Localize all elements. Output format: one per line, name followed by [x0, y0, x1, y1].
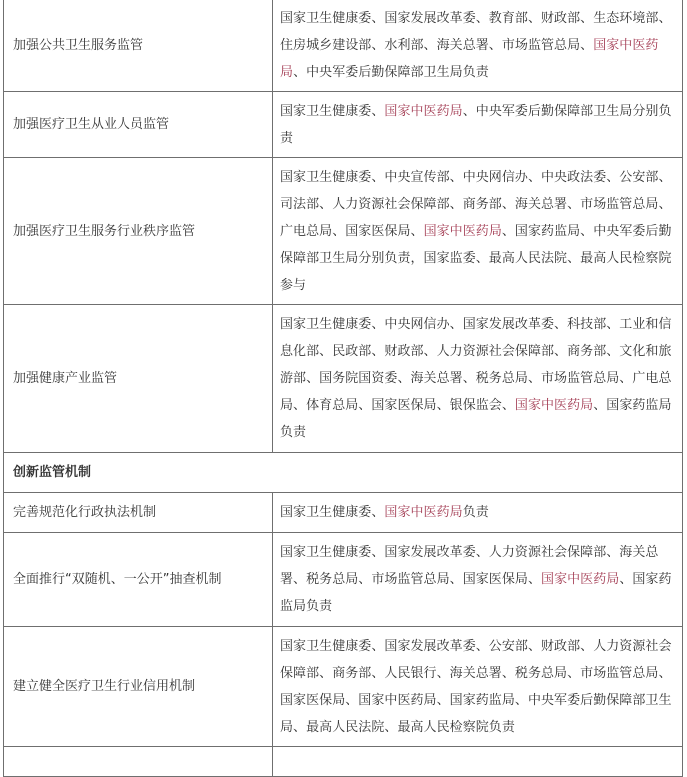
departments-text: 国家卫生健康委、国家发展改革委、公安部、财政部、人力资源社会保障部、商务部、人民银行、海关总署、税务总局、市场监管总局、国家医保局、国家中医药局、国家药监局、中央军委后勤保障部卫生局、最高人民法院、最高人民检察院负责 — [280, 638, 672, 735]
departments-text: 国家卫生健康委、国家发展改革委、教育部、财政部、生态环境部、住房城乡建设部、水利部、海关总署、市场监管总局、 — [280, 10, 672, 53]
task-cell — [4, 92, 273, 158]
table-row — [4, 92, 683, 158]
supervision-task-table — [3, 0, 683, 777]
departments-text: 、中央军委后勤保障部卫生局分别负责 — [280, 103, 672, 146]
responsible-departments-cell — [273, 533, 683, 627]
table-row-partial — [4, 747, 683, 777]
responsible-departments-cell — [273, 747, 683, 777]
tcm-administration-highlight: 国家中医药局 — [541, 572, 620, 587]
task-label: 全面推行“双随机、一公开”抽查机制 — [13, 572, 222, 587]
departments-text: 、国家药监局负责 — [280, 398, 672, 440]
responsible-departments-cell — [273, 493, 683, 533]
table-row — [4, 305, 683, 453]
departments-text: 负责 — [462, 505, 489, 520]
tcm-administration-highlight: 国家中医药局 — [384, 505, 463, 520]
departments-text: 国家卫生健康委、中央网信办、国家发展改革委、科技部、工业和信息化部、民政部、财政部、人力资源社会保障部、商务部、文化和旅游部、国务院国资委、海关总署、税务总局、市场监管总局、广电总局、体育总局、国家医保局、银保监会、 — [280, 317, 672, 413]
responsible-departments-cell — [273, 0, 683, 92]
departments-text: 、国家药监局负责 — [280, 572, 672, 614]
responsible-departments-cell — [273, 305, 683, 453]
table-row — [4, 627, 683, 747]
table-row — [4, 533, 683, 627]
task-cell — [4, 747, 273, 777]
task-label: 加强医疗卫生从业人员监管 — [13, 117, 170, 132]
task-label: 加强健康产业监管 — [13, 371, 118, 386]
task-cell — [4, 493, 273, 533]
departments-text: 国家卫生健康委、 — [280, 103, 385, 119]
table-row — [4, 0, 683, 92]
tcm-administration-highlight: 国家中医药局 — [423, 223, 502, 239]
task-label: 建立健全医疗卫生行业信用机制 — [13, 679, 196, 694]
table-row — [4, 493, 683, 533]
task-cell — [4, 158, 273, 305]
departments-text: 国家卫生健康委、国家发展改革委、人力资源社会保障部、海关总署、税务总局、市场监管总局、国家医保局、 — [280, 545, 659, 587]
section-heading: 创新监管机制 — [13, 465, 92, 480]
table-row — [4, 158, 683, 305]
tcm-administration-highlight: 国家中医药局 — [514, 398, 594, 413]
responsible-departments-cell — [273, 158, 683, 305]
task-cell — [4, 0, 273, 92]
task-label: 加强公共卫生服务监管 — [13, 37, 144, 53]
responsible-departments-cell — [273, 92, 683, 158]
departments-text: 、国家药监局、中央军委后勤保障部卫生局分别负责，国家监委、最高人民法院、最高人民检察院参与 — [280, 223, 672, 293]
section-heading-cell — [4, 453, 683, 493]
tcm-administration-highlight: 国家中医药局 — [384, 103, 463, 119]
section-row — [4, 453, 683, 493]
task-cell — [4, 627, 273, 747]
departments-text: 国家卫生健康委、中央宣传部、中央网信办、中央政法委、公安部、司法部、人力资源社会保障部、商务部、海关总署、市场监管总局、广电总局、国家医保局、 — [280, 169, 672, 239]
departments-text: 国家卫生健康委、 — [280, 505, 385, 520]
task-cell — [4, 533, 273, 627]
responsible-departments-cell — [273, 627, 683, 747]
tcm-administration-highlight: 国家中医药局 — [280, 37, 659, 80]
task-label: 完善规范化行政执法机制 — [13, 505, 157, 520]
task-cell — [4, 305, 273, 453]
task-label: 加强医疗卫生服务行业秩序监管 — [13, 223, 196, 239]
departments-text: 、中央军委后勤保障部卫生局负责 — [293, 64, 489, 80]
